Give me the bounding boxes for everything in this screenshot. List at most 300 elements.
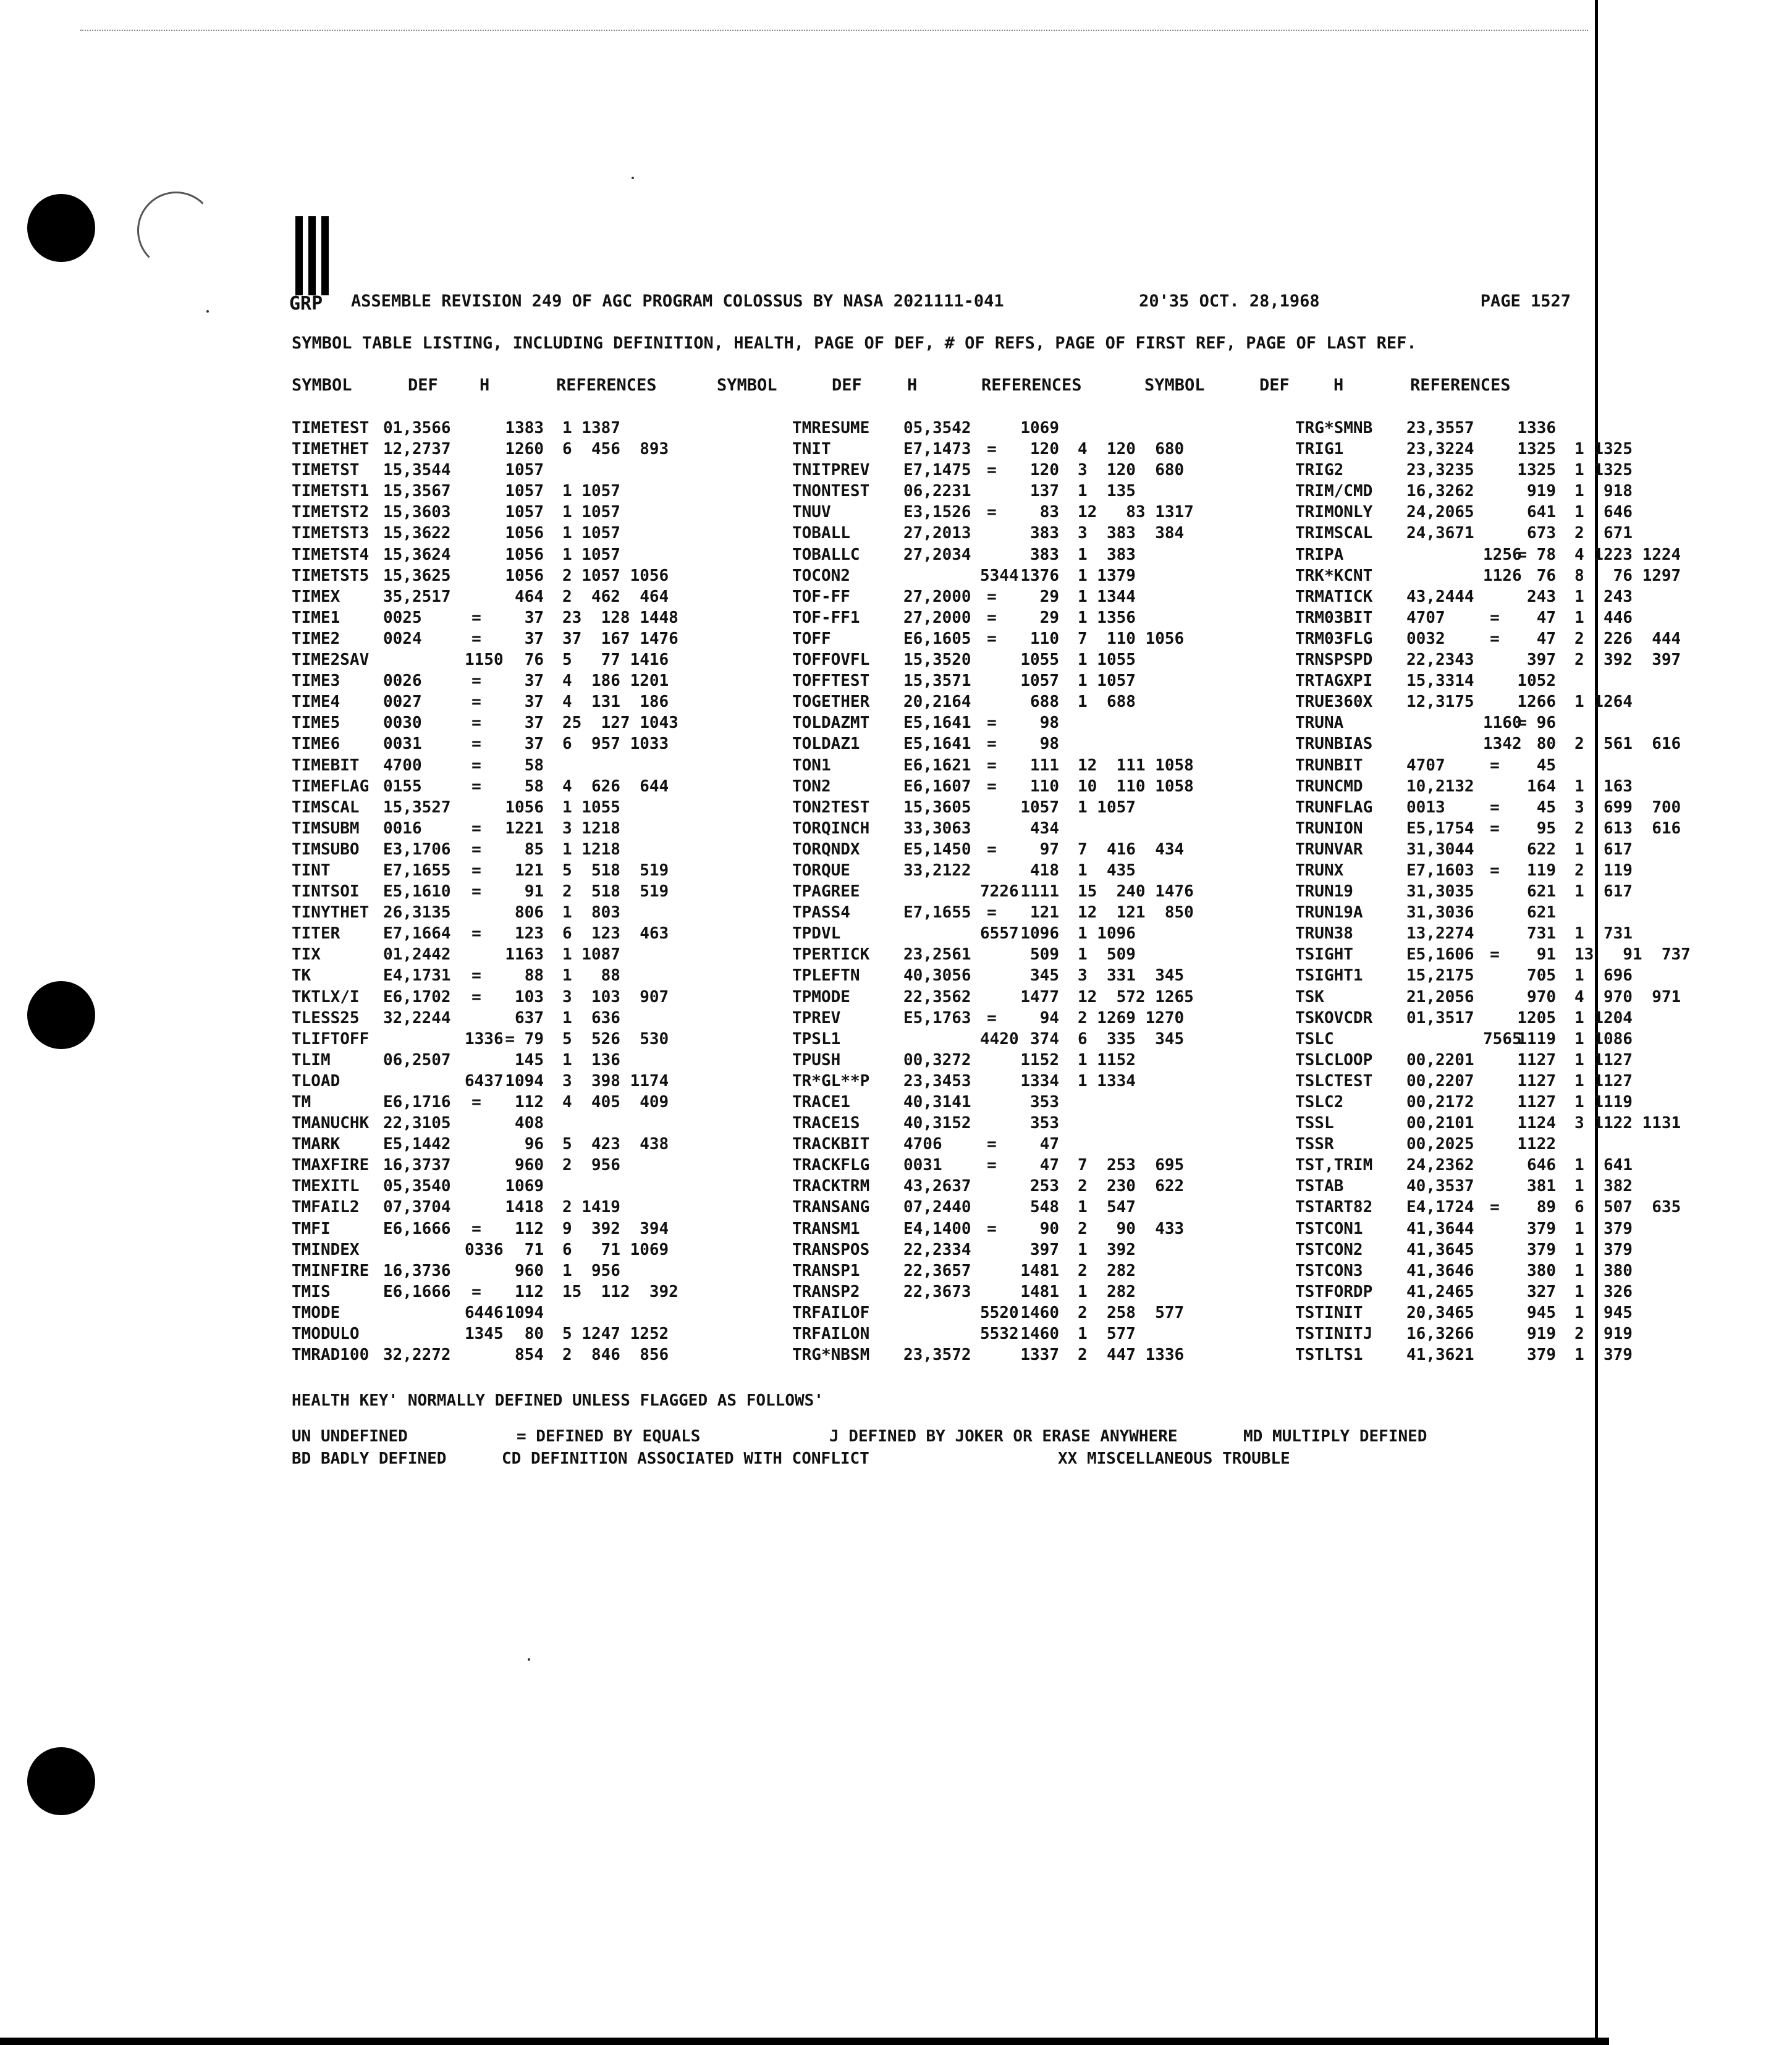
cell-symbol: TRUNION: [1295, 819, 1363, 838]
cell-def: E7,1655: [903, 903, 971, 922]
cell-page: 353: [1030, 1114, 1059, 1133]
cell-refs: 2 1057 1056: [562, 566, 669, 585]
cell-health: [465, 1197, 488, 1218]
cell-page: 47: [1536, 629, 1556, 648]
cell-def: 00,2025: [1406, 1135, 1474, 1154]
cell-def: 0155: [383, 777, 422, 796]
cell-health: [980, 818, 1004, 839]
cell-page: 45: [1536, 756, 1556, 775]
cell-health: =: [471, 735, 481, 754]
cell-page: 120: [1030, 440, 1059, 459]
cell-refs: 1 1057: [562, 482, 620, 501]
cell-health: [1483, 965, 1507, 986]
cell-page: 353: [1030, 1093, 1059, 1111]
cell-health: =: [471, 672, 481, 691]
cell-health: [980, 1113, 1004, 1134]
cell-def: 40,3152: [903, 1114, 971, 1133]
cell-health: [980, 1197, 1004, 1218]
cell-def: [903, 1302, 980, 1323]
cell-refs: 6 957 1033: [562, 735, 669, 754]
cell-symbol: TMFAIL2: [292, 1198, 360, 1217]
cell-refs: 1 636: [562, 1008, 620, 1027]
cell-page: 37: [524, 714, 544, 733]
cell-health: [1483, 1239, 1507, 1260]
cell-symbol: TSTINIT: [1295, 1303, 1363, 1322]
cell-def: 0030: [383, 714, 422, 733]
key-undefined: UN UNDEFINED: [292, 1427, 408, 1446]
cell-health: =: [987, 461, 997, 480]
cell-refs: 6 456 893: [562, 440, 669, 459]
cell-health: [980, 418, 1004, 439]
cell-page: 1127: [1517, 1050, 1556, 1069]
cell-health: [1483, 839, 1507, 860]
cell-refs: 15 240 1476: [1078, 882, 1194, 901]
cell-health: [1483, 1050, 1507, 1071]
cell-def: 20,3465: [1406, 1303, 1474, 1322]
cell-refs: 15 112 392: [562, 1282, 678, 1301]
cell-page: 1336: [1517, 419, 1556, 437]
cell-health: =: [1490, 1198, 1500, 1217]
cell-page: 919: [1527, 482, 1556, 501]
cell-page: 37: [524, 629, 544, 648]
cell-health: =: [987, 777, 997, 796]
cell-page: 80: [524, 1325, 544, 1344]
cell-health: 6437: [465, 1071, 504, 1090]
cell-health: [1483, 670, 1507, 691]
cell-refs: 1 1325: [1574, 440, 1633, 459]
cell-refs: [1574, 418, 1792, 439]
cell-health: [465, 1176, 488, 1197]
cell-page: 381: [1527, 1177, 1556, 1196]
cell-def: 05,3540: [383, 1177, 451, 1196]
cell-health: [465, 1113, 488, 1134]
cell-symbol: TON1: [792, 756, 831, 775]
cell-page: 1221: [505, 819, 544, 838]
cell-health: =: [471, 693, 481, 712]
cell-refs: 3 383 384: [1078, 524, 1185, 543]
cell-page: 1057: [505, 503, 544, 522]
page-top-edge: [80, 30, 1588, 31]
cell-page: 90: [1039, 1219, 1059, 1238]
cell-health: =: [987, 1219, 997, 1238]
cell-health: [980, 1260, 1004, 1281]
cell-page: 89: [1536, 1198, 1556, 1217]
cell-health: =: [471, 608, 481, 627]
cell-page: 621: [1527, 882, 1556, 901]
cell-page: 621: [1527, 903, 1556, 922]
cell-def: [903, 923, 980, 944]
cell-page: 119: [1527, 861, 1556, 880]
cell-def: E5,1610: [383, 882, 451, 901]
key-multiply-defined: MD MULTIPLY DEFINED: [1243, 1427, 1427, 1446]
cell-refs: 1 1325: [1574, 461, 1633, 480]
cell-symbol: TSIGHT1: [1295, 966, 1363, 985]
cell-refs: [1078, 1113, 1295, 1134]
cell-symbol: TRANSP1: [792, 1261, 860, 1280]
cell-def: [1406, 565, 1483, 586]
cell-def: 15,3520: [903, 651, 971, 670]
cell-health: [1483, 1008, 1507, 1029]
cell-def: 12,2737: [383, 440, 451, 459]
cell-symbol: TMRESUME: [792, 419, 870, 437]
cell-def: 27,2000: [903, 587, 971, 606]
table-row: [292, 1029, 1792, 1050]
cell-symbol: TMAXFIRE: [292, 1156, 370, 1175]
cell-page: 1094: [505, 1303, 544, 1322]
cell-symbol: TRUNBIT: [1295, 756, 1363, 775]
cell-def: E5,1606: [1406, 945, 1474, 964]
cell-def: E6,1607: [903, 777, 971, 796]
col-references-3: REFERENCES: [1410, 376, 1511, 395]
health-key-title: HEALTH KEY' NORMALLY DEFINED UNLESS FLAGGED AS FOLLOWS': [292, 1391, 824, 1410]
cell-def: [383, 1029, 465, 1050]
table-row: [292, 776, 1792, 797]
cell-health: [980, 523, 1004, 544]
cell-symbol: TST,TRIM: [1295, 1156, 1373, 1175]
cell-refs: 1 1344: [1078, 587, 1136, 606]
cell-refs: 1 1086: [1574, 1029, 1633, 1048]
cell-refs: [1574, 712, 1792, 733]
cell-page: 806: [515, 903, 544, 922]
cell-def: 27,2034: [903, 545, 971, 564]
key-equals: = DEFINED BY EQUALS: [517, 1427, 701, 1446]
cell-def: 23,2561: [903, 945, 971, 964]
cell-page: 1383: [505, 419, 544, 437]
cell-def: [383, 649, 465, 670]
cell-symbol: TOFFOVFL: [792, 651, 870, 670]
cell-symbol: TRANSPOS: [792, 1240, 870, 1259]
cell-page: 345: [1030, 966, 1059, 985]
cell-refs: 1 731: [1574, 924, 1633, 943]
table-row: [292, 502, 1792, 523]
cell-health: [1483, 481, 1507, 502]
cell-health: [980, 481, 1004, 502]
table-row: [292, 1155, 1792, 1176]
cell-def: 40,3141: [903, 1093, 971, 1111]
cell-symbol: TRFAILON: [792, 1325, 870, 1344]
cell-def: E3,1526: [903, 503, 971, 522]
cell-symbol: TSSR: [1295, 1135, 1334, 1154]
cell-refs: 13 91 737: [1574, 945, 1691, 964]
binder-marker-bars: [295, 216, 334, 295]
cell-page: 688: [1030, 693, 1059, 712]
cell-refs: 1 1096: [1078, 924, 1136, 943]
table-row: [292, 1344, 1792, 1365]
key-conflict: CD DEFINITION ASSOCIATED WITH CONFLICT: [502, 1449, 869, 1468]
cell-symbol: TRUE360X: [1295, 693, 1373, 712]
cell-health: [465, 1344, 488, 1365]
cell-def: E7,1664: [383, 924, 451, 943]
cell-refs: 1 547: [1078, 1198, 1136, 1217]
cell-def: 4707: [1406, 608, 1445, 627]
cell-page: 1057: [1020, 798, 1059, 817]
cell-page: 253: [1030, 1177, 1059, 1196]
cell-symbol: TINTSOI: [292, 882, 360, 901]
cell-health: =: [1490, 608, 1500, 627]
table-row: [292, 544, 1792, 565]
cell-refs: 2 561 616: [1574, 735, 1681, 754]
cell-symbol: TRG*NBSM: [792, 1346, 870, 1365]
cell-health: 5344: [980, 566, 1019, 585]
cell-page: 47: [1039, 1135, 1059, 1154]
cell-refs: 1 1057: [1078, 672, 1136, 691]
cell-def: 22,3657: [903, 1261, 971, 1280]
cell-symbol: TM: [292, 1093, 311, 1111]
cell-refs: 1 380: [1574, 1261, 1633, 1280]
cell-health: =: [471, 861, 481, 880]
cell-symbol: TIMEBIT: [292, 756, 360, 775]
cell-health: =: [987, 1135, 997, 1154]
cell-page: 121: [515, 861, 544, 880]
table-row: [292, 439, 1792, 460]
cell-def: 26,3135: [383, 903, 451, 922]
table-row: [292, 628, 1792, 649]
cell-def: 01,2442: [383, 945, 451, 964]
cell-page: 673: [1527, 524, 1556, 543]
cell-page: 434: [1030, 819, 1059, 838]
cell-refs: [1574, 902, 1792, 923]
cell-refs: [1078, 418, 1295, 439]
cell-page: 383: [1030, 545, 1059, 564]
cell-refs: 23 128 1448: [562, 608, 678, 627]
cell-symbol: TMANUCHK: [292, 1114, 370, 1133]
cell-health: 1336: [465, 1029, 504, 1048]
table-row: [292, 965, 1792, 986]
cell-symbol: TOFFTEST: [792, 672, 870, 691]
table-row: [292, 1008, 1792, 1029]
cell-health: [465, 1155, 488, 1176]
cell-symbol: TRNSPSPD: [1295, 651, 1373, 670]
cell-page: 111: [1030, 756, 1059, 775]
cell-page: 1481: [1020, 1261, 1059, 1280]
cell-refs: 2 1269 1270: [1078, 1008, 1185, 1027]
cell-health: =: [987, 903, 997, 922]
cell-refs: 1 577: [1078, 1325, 1136, 1344]
cell-symbol: TOGETHER: [792, 693, 870, 712]
cell-page: = 78: [1517, 545, 1556, 564]
cell-refs: [1078, 733, 1295, 754]
cell-page: 1056: [505, 798, 544, 817]
listing-header: [292, 292, 1571, 311]
cell-page: 98: [1039, 735, 1059, 754]
cell-page: 1163: [505, 945, 544, 964]
cell-health: [1483, 1302, 1507, 1323]
cell-def: 22,3105: [383, 1114, 451, 1133]
cell-health: [1483, 586, 1507, 607]
cell-refs: 1 379: [1574, 1346, 1633, 1365]
cell-def: E4,1400: [903, 1219, 971, 1238]
cell-page: 95: [1536, 819, 1556, 838]
cell-def: 15,3571: [903, 672, 971, 691]
cell-page: 80: [1536, 735, 1556, 754]
table-row: [292, 586, 1792, 607]
cell-def: 43,2637: [903, 1177, 971, 1196]
cell-def: 4700: [383, 756, 422, 775]
header-timestamp: 20'35 OCT. 28,1968: [1139, 292, 1320, 311]
cell-refs: 1 379: [1574, 1219, 1633, 1238]
cell-health: 1160: [1483, 714, 1522, 733]
cell-page: 960: [515, 1156, 544, 1175]
cell-health: [465, 1134, 488, 1155]
cell-health: [1483, 502, 1507, 523]
cell-health: 1345: [465, 1325, 504, 1344]
cell-page: 1111: [1020, 882, 1059, 901]
cell-def: E6,1716: [383, 1093, 451, 1111]
cell-health: [1483, 1134, 1507, 1155]
cell-refs: 1 88: [562, 966, 620, 985]
cell-health: 6446: [465, 1303, 504, 1322]
cell-refs: 2 919: [1574, 1325, 1633, 1344]
cell-page: 397: [1527, 651, 1556, 670]
cell-symbol: TRANSP2: [792, 1282, 860, 1301]
cell-def: 07,3704: [383, 1198, 451, 1217]
cell-symbol: TPDVL: [792, 924, 841, 943]
table-row: [292, 670, 1792, 691]
cell-symbol: TIMETST5: [292, 566, 370, 585]
cell-refs: 1 1152: [1078, 1050, 1136, 1069]
cell-def: 0026: [383, 672, 422, 691]
cell-page: 379: [1527, 1346, 1556, 1365]
cell-refs: 7 253 695: [1078, 1156, 1185, 1175]
cell-def: E5,1763: [903, 1008, 971, 1027]
cell-def: [903, 881, 980, 902]
cell-def: 24,3671: [1406, 524, 1474, 543]
cell-def: E3,1706: [383, 840, 451, 859]
cell-def: [1406, 733, 1483, 754]
cell-page: 88: [524, 966, 544, 985]
cell-def: 20,2164: [903, 693, 971, 712]
cell-symbol: TLIM: [292, 1050, 331, 1069]
table-row: [292, 1050, 1792, 1071]
cell-health: =: [471, 924, 481, 943]
printer-logo: GRP: [289, 293, 323, 314]
cell-def: [383, 1302, 465, 1323]
cell-page: 1124: [1517, 1114, 1556, 1133]
cell-health: [980, 1176, 1004, 1197]
cell-symbol: TR*GL**P: [792, 1071, 870, 1090]
cell-page: 418: [1030, 861, 1059, 880]
cell-health: [980, 797, 1004, 818]
cell-symbol: TRFAILOF: [792, 1303, 870, 1322]
cell-def: 40,3056: [903, 966, 971, 985]
col-symbol-2: SYMBOL: [717, 376, 777, 395]
cell-refs: 3 120 680: [1078, 461, 1185, 480]
cell-symbol: TOFF: [792, 629, 831, 648]
cell-health: 1126: [1483, 566, 1522, 585]
cell-def: 32,2244: [383, 1008, 451, 1027]
cell-page: 1376: [1020, 566, 1059, 585]
cell-health: 4420: [980, 1029, 1019, 1048]
cell-symbol: TIMSCAL: [292, 798, 360, 817]
cell-refs: 2 119: [1574, 861, 1633, 880]
cell-symbol: TRUN19: [1295, 882, 1353, 901]
cell-refs: 5 518 519: [562, 861, 669, 880]
cell-refs: 6 71 1069: [562, 1240, 669, 1259]
table-row: [292, 1071, 1792, 1092]
cell-symbol: TRACE1S: [792, 1114, 860, 1133]
cell-refs: 1 136: [562, 1050, 620, 1069]
cell-def: 01,3566: [383, 419, 451, 437]
cell-def: 41,3646: [1406, 1261, 1474, 1280]
cell-symbol: TIX: [292, 945, 321, 964]
cell-symbol: TOLDAZMT: [792, 714, 870, 733]
cell-health: [980, 860, 1004, 881]
cell-symbol: TOBALLC: [792, 545, 860, 564]
cell-def: [383, 1323, 465, 1344]
cell-refs: 1 1057: [562, 545, 620, 564]
cell-symbol: TORQUE: [792, 861, 850, 880]
cell-def: 15,2175: [1406, 966, 1474, 985]
cell-page: 1056: [505, 566, 544, 585]
cell-def: 35,2517: [383, 587, 451, 606]
cell-symbol: TMRAD100: [292, 1346, 370, 1365]
cell-refs: [1078, 1092, 1295, 1113]
cell-health: [1483, 1176, 1507, 1197]
cell-symbol: TMIS: [292, 1282, 331, 1301]
cell-def: 07,2440: [903, 1198, 971, 1217]
cell-page: 71: [524, 1240, 544, 1259]
cell-symbol: TIMSUBO: [292, 840, 360, 859]
cell-refs: 2 613 616: [1574, 819, 1681, 838]
cell-def: 21,2056: [1406, 987, 1474, 1006]
cell-symbol: TSTFORDP: [1295, 1282, 1373, 1301]
cell-symbol: TOCON2: [792, 566, 850, 585]
cell-symbol: TMARK: [292, 1135, 340, 1154]
cell-def: E6,1702: [383, 987, 451, 1006]
cell-symbol: TRM03BIT: [1295, 608, 1373, 627]
cell-page: 37: [524, 693, 544, 712]
cell-page: 327: [1527, 1282, 1556, 1301]
cell-refs: 1 1334: [1078, 1071, 1136, 1090]
cell-symbol: TSTINITJ: [1295, 1325, 1373, 1344]
cell-health: [980, 1344, 1004, 1365]
cell-def: 16,3736: [383, 1261, 451, 1280]
cell-refs: 1 945: [1574, 1303, 1633, 1322]
cell-refs: 8 76 1297: [1574, 566, 1681, 585]
cell-refs: 37 167 1476: [562, 629, 678, 648]
cell-refs: 1 382: [1574, 1177, 1633, 1196]
cell-refs: 4 1223 1224: [1574, 545, 1681, 564]
cell-symbol: TRUNX: [1295, 861, 1344, 880]
cell-health: =: [987, 756, 997, 775]
cell-def: 0016: [383, 819, 422, 838]
cell-refs: 1 1087: [562, 945, 620, 964]
cell-def: 23,3235: [1406, 461, 1474, 480]
cell-def: [1406, 712, 1483, 733]
dust-speck: [632, 177, 634, 179]
cell-symbol: TSTLTS1: [1295, 1346, 1363, 1365]
table-row: [292, 1218, 1792, 1239]
cell-page: 110: [1030, 777, 1059, 796]
cell-health: [980, 1239, 1004, 1260]
cell-page: 919: [1527, 1325, 1556, 1344]
cell-health: [1483, 439, 1507, 460]
cell-refs: [1078, 712, 1295, 733]
page-number: PAGE 1527: [1480, 292, 1571, 311]
cell-symbol: TRIMONLY: [1295, 503, 1373, 522]
cell-health: [465, 1260, 488, 1281]
cell-symbol: TSTCON1: [1295, 1219, 1363, 1238]
table-row: [292, 481, 1792, 502]
cell-health: [980, 944, 1004, 965]
table-row: [292, 691, 1792, 712]
cell-page: 91: [1536, 945, 1556, 964]
cell-refs: 1 803: [562, 903, 620, 922]
cell-symbol: TOF-FF1: [792, 608, 860, 627]
cell-health: =: [987, 714, 997, 733]
cell-page: 58: [524, 777, 544, 796]
header-title: ASSEMBLE REVISION 249 OF AGC PROGRAM COLOSSUS BY NASA 2021111-041: [351, 292, 1004, 311]
